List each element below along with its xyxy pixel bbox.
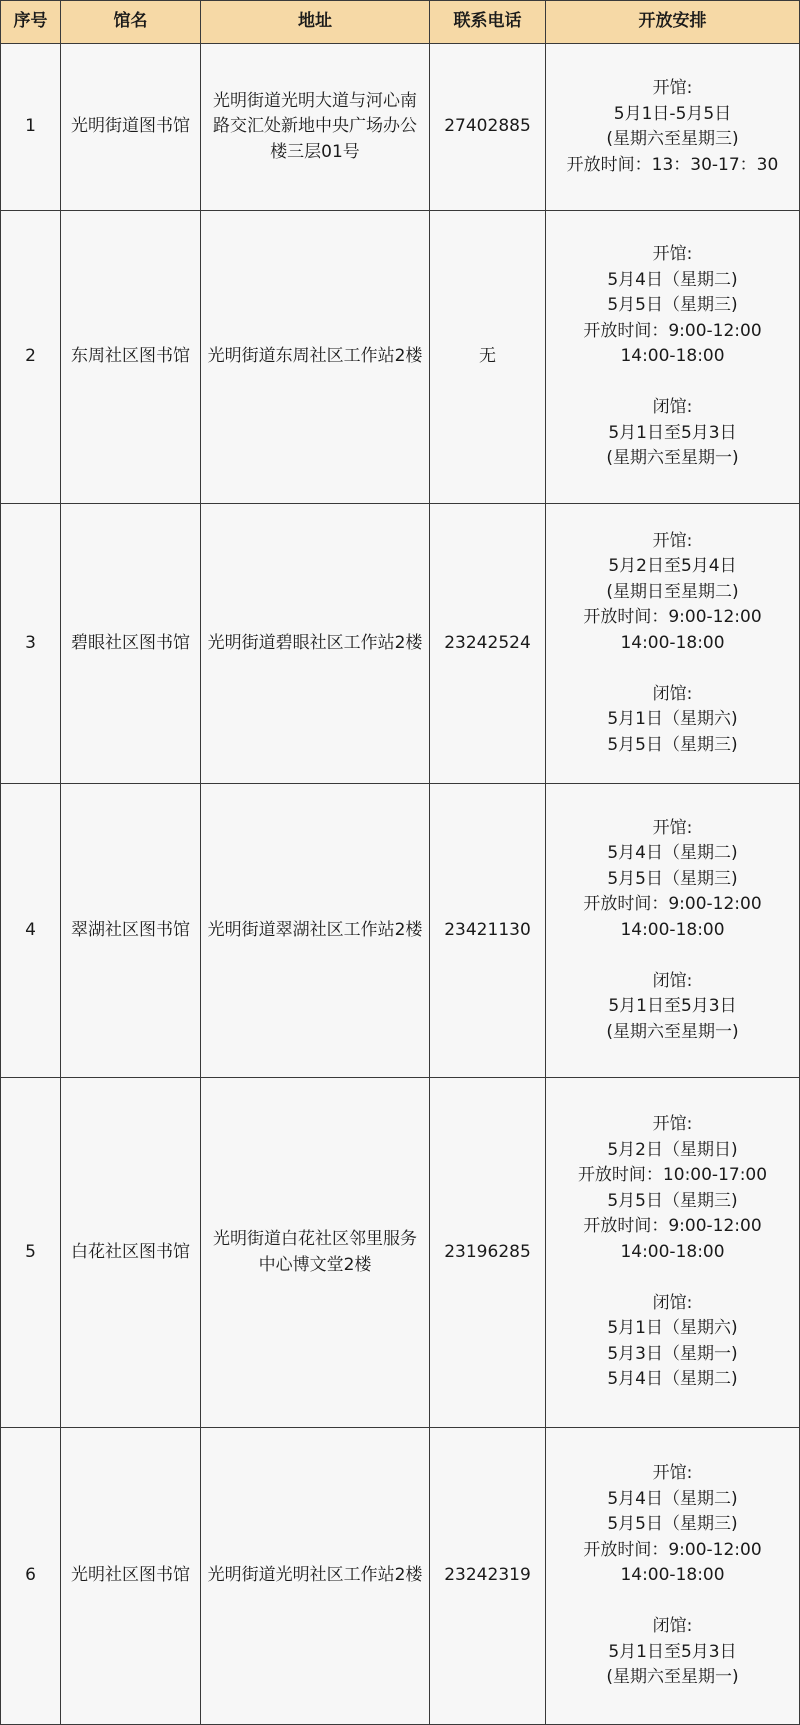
table-body [1, 44, 800, 1725]
header-name: 馆名 [61, 1, 201, 44]
cell-no: 5 [1, 1078, 61, 1428]
schedule-line: 开放时间：13：30-17：30 [566, 154, 779, 175]
cell-schedule [546, 1078, 800, 1428]
cell-schedule [546, 784, 800, 1078]
schedule-line: 5月5日（星期三) [607, 868, 738, 889]
schedule-line: 5月4日（星期二) [607, 1488, 738, 1509]
cell-schedule [546, 504, 800, 784]
schedule-line: 5月5日（星期三) [607, 295, 738, 316]
schedule-line: 开放时间：10:00-17:00 [577, 1165, 768, 1186]
header-address: 地址 [201, 1, 430, 44]
cell-schedule [546, 211, 800, 504]
cell-no: 6 [1, 1428, 61, 1725]
schedule-line: 5月5日（星期三) [607, 1514, 738, 1535]
table-row [1, 1428, 800, 1725]
schedule-line: 闭馆: [652, 397, 693, 418]
schedule-line: 5月4日（星期二) [607, 1369, 738, 1390]
schedule-line: 14:00-18:00 [620, 919, 725, 940]
schedule-line: (星期六至星期一) [606, 1667, 739, 1688]
schedule-line: 5月2日（星期日) [607, 1139, 738, 1160]
schedule-line: (星期日至星期二) [606, 581, 739, 602]
header-phone: 联系电话 [430, 1, 546, 44]
cell-schedule [546, 1428, 800, 1725]
cell-no: 1 [1, 44, 61, 211]
schedule-spacer [552, 943, 793, 969]
schedule-line: 14:00-18:00 [620, 1241, 725, 1262]
schedule-line: 开馆: [652, 1114, 693, 1135]
schedule-line: 5月2日至5月4日 [608, 556, 737, 577]
cell-library-name: 翠湖社区图书馆 [61, 784, 201, 1078]
schedule-line: 5月3日（星期一) [607, 1343, 738, 1364]
header-no: 序号 [1, 1, 61, 44]
cell-address: 光明街道碧眼社区工作站2楼 [201, 504, 430, 784]
cell-address: 光明街道东周社区工作站2楼 [201, 211, 430, 504]
cell-address: 光明街道白花社区邻里服务中心博文堂2楼 [201, 1078, 430, 1428]
schedule-line: 闭馆: [652, 683, 693, 704]
schedule-line: 开放时间：9:00-12:00 [583, 1539, 762, 1560]
schedule-line: 开馆: [652, 244, 693, 265]
cell-no: 4 [1, 784, 61, 1078]
schedule-line: 5月4日（星期二) [607, 269, 738, 290]
schedule-line: 5月1日至5月3日 [608, 996, 737, 1017]
schedule-line: 5月5日（星期三) [607, 734, 738, 755]
schedule-line: 5月1日（星期六) [607, 709, 738, 730]
schedule-line: 5月1日（星期六) [607, 1318, 738, 1339]
schedule-line: 14:00-18:00 [620, 346, 725, 367]
cell-address: 光明街道光明社区工作站2楼 [201, 1428, 430, 1725]
table-row [1, 44, 800, 211]
header-schedule: 开放安排 [546, 1, 800, 44]
schedule-line: 5月1日至5月3日 [608, 1641, 737, 1662]
schedule-line: (星期六至星期一) [606, 448, 739, 469]
schedule-line: (星期六至星期一) [606, 1021, 739, 1042]
cell-no: 3 [1, 504, 61, 784]
cell-library-name: 碧眼社区图书馆 [61, 504, 201, 784]
cell-address: 光明街道翠湖社区工作站2楼 [201, 784, 430, 1078]
schedule-line: 闭馆: [652, 1292, 693, 1313]
schedule-line: 开馆: [652, 817, 693, 838]
cell-phone: 23196285 [430, 1078, 546, 1428]
cell-phone: 27402885 [430, 44, 546, 211]
schedule-spacer [552, 656, 793, 682]
schedule-line: 14:00-18:00 [620, 1565, 725, 1586]
cell-phone: 无 [430, 211, 546, 504]
cell-phone: 23242524 [430, 504, 546, 784]
table-header [1, 1, 800, 44]
schedule-line: (星期六至星期三) [606, 129, 739, 149]
schedule-line: 开放时间：9:00-12:00 [583, 607, 762, 628]
schedule-line: 开放时间：9:00-12:00 [583, 1216, 762, 1237]
schedule-line: 开馆: [652, 1463, 693, 1484]
schedule-line: 5月1日-5月5日 [613, 103, 732, 124]
cell-library-name: 白花社区图书馆 [61, 1078, 201, 1428]
schedule-spacer [552, 1265, 793, 1291]
cell-library-name: 光明社区图书馆 [61, 1428, 201, 1725]
cell-phone: 23242319 [430, 1428, 546, 1725]
schedule-line: 闭馆: [652, 1616, 693, 1637]
table-row [1, 784, 800, 1078]
schedule-line: 14:00-18:00 [620, 632, 725, 653]
header-row [1, 1, 800, 44]
cell-library-name: 光明街道图书馆 [61, 44, 201, 211]
schedule-line: 开放时间：9:00-12:00 [583, 894, 762, 915]
schedule-spacer [552, 370, 793, 396]
cell-address: 光明街道光明大道与河心南路交汇处新地中央广场办公楼三层01号 [201, 44, 430, 211]
schedule-line: 5月5日（星期三) [607, 1190, 738, 1211]
table-row [1, 1078, 800, 1428]
schedule-line: 5月4日（星期二) [607, 843, 738, 864]
cell-library-name: 东周社区图书馆 [61, 211, 201, 504]
table-row [1, 504, 800, 784]
cell-schedule [546, 44, 800, 211]
schedule-line: 开馆: [652, 78, 693, 98]
cell-phone: 23421130 [430, 784, 546, 1078]
schedule-line: 闭馆: [652, 970, 693, 991]
schedule-line: 开馆: [652, 530, 693, 551]
schedule-spacer [552, 1589, 793, 1615]
schedule-line: 开放时间：9:00-12:00 [583, 320, 762, 341]
cell-no: 2 [1, 211, 61, 504]
table-row [1, 211, 800, 504]
schedule-line: 5月1日至5月3日 [608, 422, 737, 443]
